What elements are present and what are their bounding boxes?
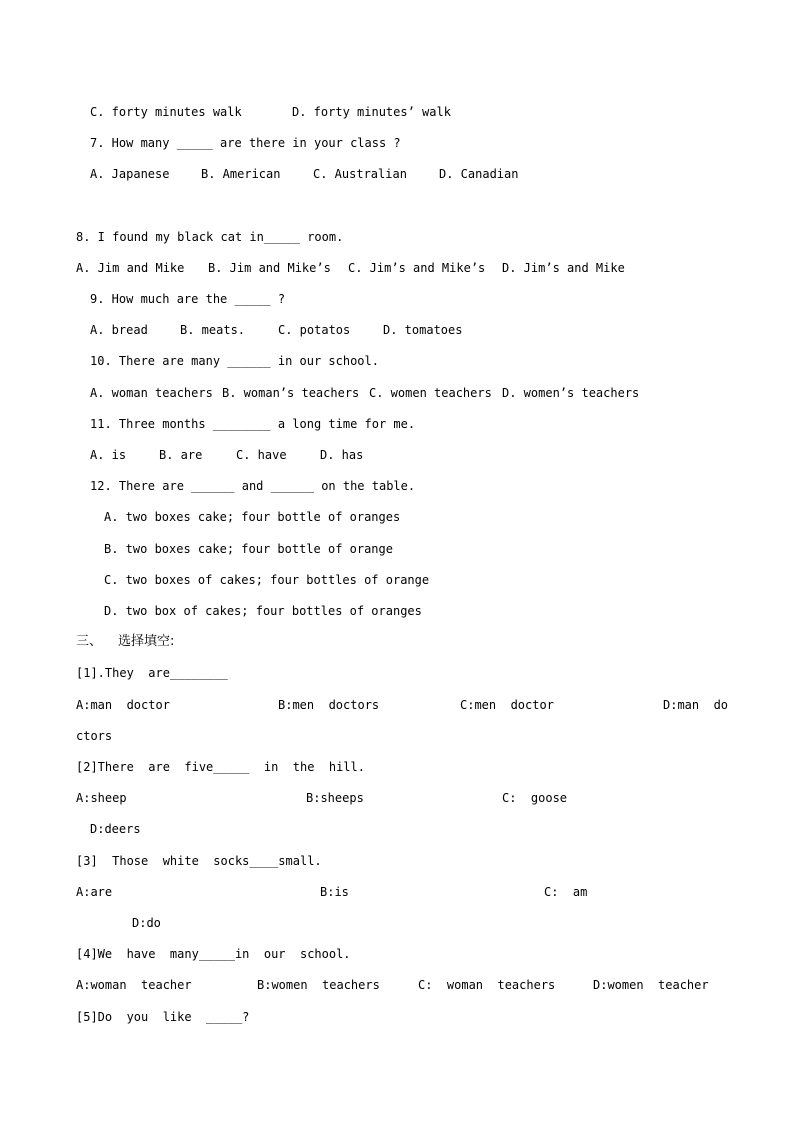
p4-stem [0, 944, 351, 964]
question-text: [4]We have many_____in our school. [76, 947, 351, 961]
option-b-text: B. woman’s teachers [222, 386, 360, 400]
option-a-text: A. is [90, 448, 127, 462]
q6-options-cd [0, 102, 451, 122]
option-c-text: C. Australian [313, 167, 407, 181]
question-text: 11. Three months ________ a long time for me. [90, 417, 416, 431]
option-c-text: C. forty minutes walk [90, 105, 242, 119]
option-b-text: B. Jim and Mike’s [208, 261, 331, 275]
option-b-text: B:is [320, 885, 349, 899]
q7-options [0, 164, 519, 184]
option-d-text: D:do [132, 916, 161, 930]
option-c-text: C. have [236, 448, 287, 462]
option-c-text: C: goose [502, 791, 568, 805]
option-d-text: D. women’s teachers [502, 386, 640, 400]
option-a-text: A. two boxes cake; four bottle of oranges [104, 510, 401, 524]
option-c-text: C. two boxes of cakes; four bottles of orange [104, 573, 430, 587]
question-text: 9. How much are the _____ ? [90, 292, 286, 306]
option-a-text: A:sheep [76, 791, 127, 805]
option-d-text-continued: ctors [76, 729, 113, 743]
question-text: 7. How many _____ are there in your class ? [90, 136, 401, 150]
q12-stem [0, 476, 416, 496]
p3-options-wrap [0, 913, 161, 933]
option-c-text: C. potatos [278, 323, 351, 337]
p1-options [0, 695, 729, 715]
p1-stem [0, 663, 228, 683]
question-text: [1].They are________ [76, 666, 228, 680]
q10-options [0, 383, 640, 403]
p3-options [0, 882, 588, 902]
option-a-text: A. Jim and Mike [76, 261, 185, 275]
question-text: 8. I found my black cat in_____ room. [76, 230, 344, 244]
option-a-text: A. Japanese [90, 167, 170, 181]
q12-option-a [0, 507, 401, 527]
option-a-text: A:woman teacher [76, 978, 192, 992]
option-d-text: D. has [320, 448, 364, 462]
section-number: 三、 [76, 634, 103, 649]
option-d-text: D. tomatoes [383, 323, 463, 337]
option-b-text: B. American [201, 167, 281, 181]
section-title: 选择填空: [118, 634, 175, 649]
option-a-text: A:man doctor [76, 698, 170, 712]
option-c-text: C: woman teachers [418, 978, 556, 992]
p4-options [0, 975, 709, 995]
question-text: [5]Do you like _____? [76, 1010, 250, 1024]
q11-options [0, 445, 364, 465]
p2-options [0, 788, 568, 808]
q12-option-c [0, 570, 430, 590]
option-d-text: D:man do [663, 698, 729, 712]
option-b-text: B:women teachers [257, 978, 380, 992]
q8-options [0, 258, 625, 278]
p1-options-wrap [0, 726, 113, 746]
option-d-text: D. two box of cakes; four bottles of oranges [104, 604, 422, 618]
option-b-text: B. are [159, 448, 203, 462]
option-d-text: D. forty minutes’ walk [292, 105, 451, 119]
q11-stem [0, 414, 416, 434]
p3-stem [0, 851, 322, 871]
option-c-text: C: am [544, 885, 588, 899]
question-text: 12. There are ______ and ______ on the table. [90, 479, 416, 493]
p2-options-wrap [0, 819, 141, 839]
option-b-text: B. two boxes cake; four bottle of orange [104, 542, 393, 556]
option-c-text: C:men doctor [460, 698, 554, 712]
p2-stem [0, 757, 365, 777]
option-a-text: A. bread [90, 323, 148, 337]
q8-stem [0, 227, 344, 247]
q7-stem [0, 133, 401, 153]
option-b-text: B:sheeps [306, 791, 364, 805]
option-a-text: A. woman teachers [90, 386, 213, 400]
option-d-text: D. Canadian [439, 167, 519, 181]
q10-stem [0, 351, 379, 371]
option-d-text: D:women teacher [593, 978, 709, 992]
option-d-text: D:deers [90, 822, 141, 836]
q9-stem [0, 289, 286, 309]
q12-option-d [0, 601, 422, 621]
q12-option-b [0, 539, 393, 559]
q9-options [0, 320, 463, 340]
p5-stem [0, 1007, 250, 1027]
question-text: [2]There are five_____ in the hill. [76, 760, 365, 774]
question-text: [3] Those white socks____small. [76, 854, 322, 868]
option-c-text: C. Jim’s and Mike’s [348, 261, 486, 275]
question-text: 10. There are many ______ in our school. [90, 354, 379, 368]
option-a-text: A:are [76, 885, 113, 899]
section-3-heading [0, 632, 175, 652]
option-b-text: B. meats. [180, 323, 246, 337]
option-b-text: B:men doctors [278, 698, 380, 712]
option-d-text: D. Jim’s and Mike [502, 261, 625, 275]
option-c-text: C. women teachers [369, 386, 492, 400]
